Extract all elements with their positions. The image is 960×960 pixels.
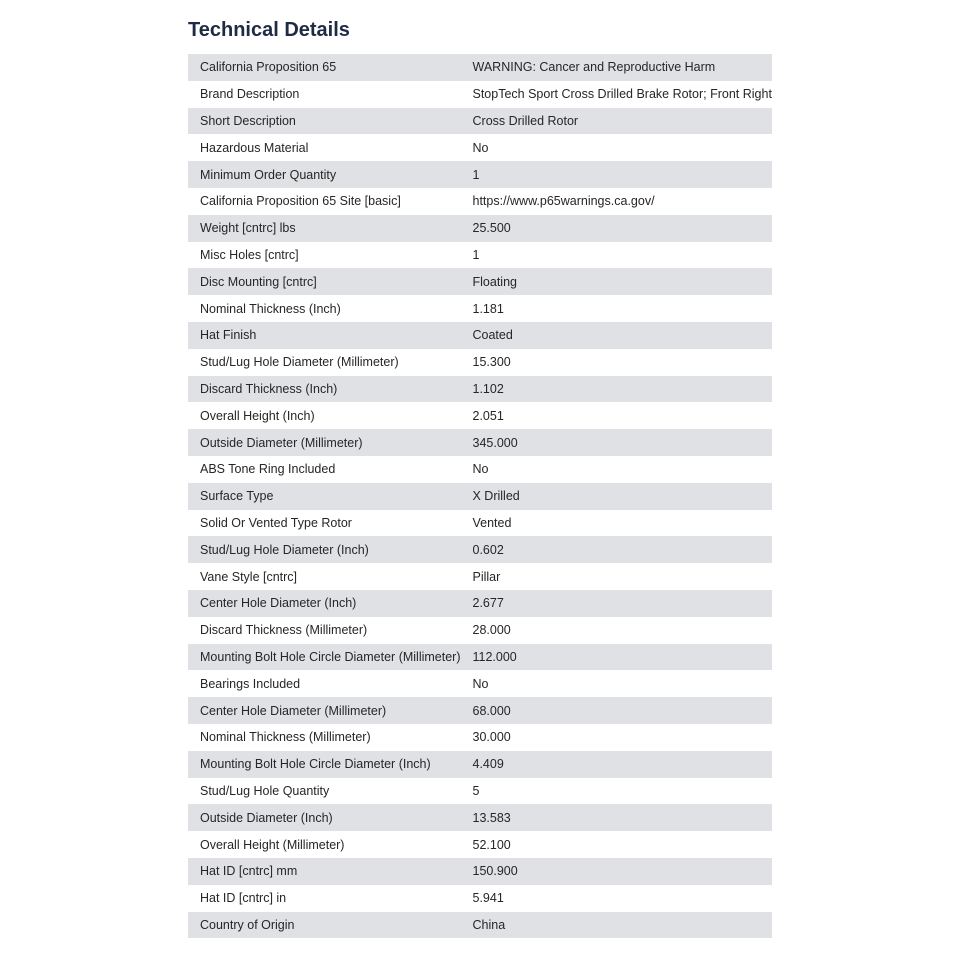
spec-value: 25.500 <box>472 221 511 236</box>
table-row <box>188 402 772 429</box>
spec-value: Vented <box>472 515 512 530</box>
table-row <box>188 536 772 563</box>
spec-value: 2.051 <box>472 408 504 423</box>
table-row <box>188 831 772 858</box>
table-body <box>188 54 772 938</box>
spec-value: 1 <box>472 247 480 262</box>
spec-label: Nominal Thickness (Millimeter) <box>200 730 371 745</box>
table-row <box>188 751 772 778</box>
spec-value: Cross Drilled Rotor <box>472 113 579 128</box>
spec-label: California Proposition 65 <box>200 60 337 75</box>
spec-value: 68.000 <box>472 703 511 718</box>
table-row <box>188 912 772 939</box>
spec-label: Center Hole Diameter (Millimeter) <box>200 703 387 718</box>
table-row <box>188 376 772 403</box>
spec-value: Floating <box>472 274 517 289</box>
spec-label: Mounting Bolt Hole Circle Diameter (Millimeter) <box>200 649 461 664</box>
spec-value: 15.300 <box>472 355 511 370</box>
spec-label: Surface Type <box>200 489 274 504</box>
table-row <box>188 670 772 697</box>
table-row <box>188 697 772 724</box>
table-row <box>188 81 772 108</box>
spec-label: Stud/Lug Hole Diameter (Millimeter) <box>200 355 399 370</box>
spec-label: Disc Mounting [cntrc] <box>200 274 317 289</box>
spec-value: 1 <box>472 167 480 182</box>
table-row <box>188 858 772 885</box>
spec-label: ABS Tone Ring Included <box>200 462 336 477</box>
spec-label: Country of Origin <box>200 917 295 932</box>
table-row <box>188 724 772 751</box>
table-row <box>188 215 772 242</box>
spec-value: StopTech Sport Cross Drilled Brake Rotor; Front Right <box>472 87 772 102</box>
spec-label: Stud/Lug Hole Quantity <box>200 783 330 798</box>
table-row <box>188 778 772 805</box>
table-row <box>188 644 772 671</box>
spec-value: 4.409 <box>472 757 504 772</box>
table-row <box>188 617 772 644</box>
spec-value: No <box>472 676 489 691</box>
spec-label: Weight [cntrc] lbs <box>200 221 296 236</box>
spec-value: 345.000 <box>472 435 518 450</box>
table-row <box>188 429 772 456</box>
table-row <box>188 483 772 510</box>
technical-details-table <box>188 54 772 938</box>
spec-value: 13.583 <box>472 810 511 825</box>
spec-label: Bearings Included <box>200 676 301 691</box>
spec-label: Overall Height (Inch) <box>200 408 315 423</box>
spec-value: Coated <box>472 328 513 343</box>
spec-value: 150.900 <box>472 864 518 879</box>
table-row <box>188 590 772 617</box>
table-row <box>188 108 772 135</box>
spec-value: https://www.p65warnings.ca.gov/ <box>472 194 655 209</box>
spec-label: Discard Thickness (Inch) <box>200 381 338 396</box>
table-row <box>188 804 772 831</box>
spec-label: Center Hole Diameter (Inch) <box>200 596 357 611</box>
table-row <box>188 510 772 537</box>
spec-label: Hazardous Material <box>200 140 309 155</box>
table-row <box>188 885 772 912</box>
spec-label: Outside Diameter (Inch) <box>200 810 333 825</box>
table-row <box>188 349 772 376</box>
spec-value: 30.000 <box>472 730 511 745</box>
table-row <box>188 188 772 215</box>
spec-label: Outside Diameter (Millimeter) <box>200 435 363 450</box>
table-row <box>188 134 772 161</box>
table-row <box>188 242 772 269</box>
spec-value: Pillar <box>472 569 501 584</box>
spec-label: Vane Style [cntrc] <box>200 569 298 584</box>
spec-label: Misc Holes [cntrc] <box>200 247 299 262</box>
spec-label: Hat Finish <box>200 328 257 343</box>
spec-value: 5.941 <box>472 891 504 906</box>
table-row <box>188 161 772 188</box>
spec-value: 0.602 <box>472 542 504 557</box>
spec-label: Solid Or Vented Type Rotor <box>200 515 352 530</box>
table-row <box>188 322 772 349</box>
spec-value: 1.181 <box>472 301 504 316</box>
spec-value: 52.100 <box>472 837 511 852</box>
spec-value: No <box>472 140 489 155</box>
spec-value: No <box>472 462 489 477</box>
spec-label: Hat ID [cntrc] in <box>200 891 287 906</box>
spec-value: WARNING: Cancer and Reproductive Harm <box>472 60 716 75</box>
spec-label: Short Description <box>200 113 296 128</box>
page-title: Technical Details <box>188 19 350 41</box>
table-row <box>188 456 772 483</box>
spec-label: Stud/Lug Hole Diameter (Inch) <box>200 542 369 557</box>
spec-label: Mounting Bolt Hole Circle Diameter (Inch) <box>200 757 431 772</box>
spec-value: 28.000 <box>472 623 511 638</box>
spec-label: Hat ID [cntrc] mm <box>200 864 298 879</box>
spec-label: Brand Description <box>200 87 300 102</box>
spec-value: China <box>472 917 506 932</box>
spec-value: 5 <box>472 783 480 798</box>
spec-label: Minimum Order Quantity <box>200 167 337 182</box>
spec-value: 1.102 <box>472 381 504 396</box>
table-row <box>188 268 772 295</box>
spec-label: Discard Thickness (Millimeter) <box>200 623 368 638</box>
table-row <box>188 563 772 590</box>
spec-value: X Drilled <box>472 489 520 504</box>
spec-label: Nominal Thickness (Inch) <box>200 301 341 316</box>
spec-value: 112.000 <box>472 649 517 664</box>
spec-value: 2.677 <box>472 596 504 611</box>
spec-label: California Proposition 65 Site [basic] <box>200 194 401 209</box>
table-row <box>188 295 772 322</box>
spec-label: Overall Height (Millimeter) <box>200 837 345 852</box>
table-row <box>188 54 772 81</box>
